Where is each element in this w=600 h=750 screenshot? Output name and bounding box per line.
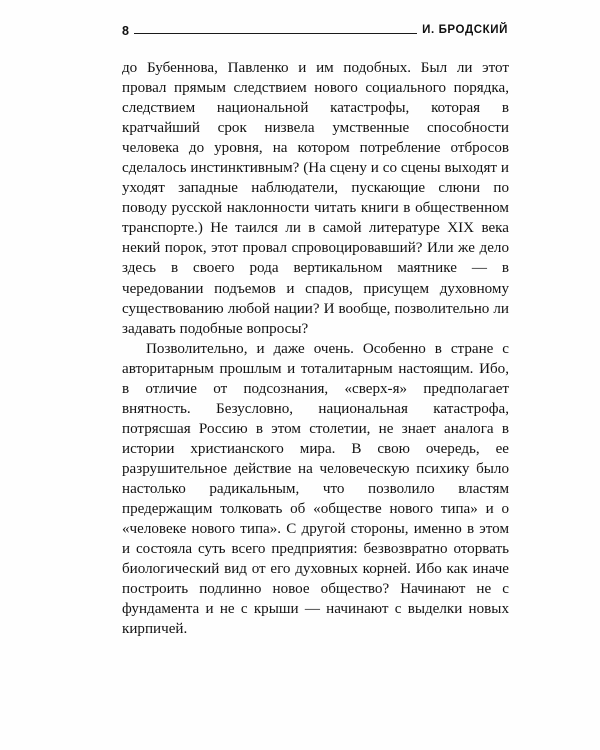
running-title: И. БРОДСКИЙ: [422, 24, 508, 37]
paragraph: Позволительно, и даже очень. Особенно в стране с авторитарным прошлым и тоталитарным настоящим. Ибо, в отличие от подсознания, «сверх-я» предполагает внятность. Безусловно, национальная катастрофа, потрясшая Россию в этом столетии, не знает аналога в истории христианского мира. В свою очередь, ее разрушительное действие на человеческую психику было настолько радикальным, что позволило властям предержащим толковать об «обществе нового типа» и о «человеке нового типа». С другой стороны, именно в этом и состояла суть всего предприятия: безвозвратно оторвать биологический вид от его духовных корней. Ибо как иначе построить подлинно новое общество? Начинают не с фундамента и не с крыши — начинают с выделки новых кирпичей.: [122, 340, 509, 638]
paragraph: до Бубеннова, Павленко и им подобных. Был ли этот провал прямым следствием нового социального порядка, следствием национальной катастрофы, которая в кратчайший срок низвела умственные способности человека до уровня, на котором потребление отбросов сделалось инстинктивным? (На сцену и со сцены выходят и уходят западные наблюдатели, пускающие слюни по поводу русской наклонности читать книги в общественном транспорте.) Не таился ли в самой литературе XIX века некий порок, этот провал спровоцировавший? Или же дело здесь в своего рода вертикальном маятнике — в чередовании подъемов и спадов, присущем духовному существованию любой нации? И вообще, позволительно ли задавать подобные вопросы?: [122, 60, 509, 337]
body-text-block: [122, 58, 509, 639]
running-head: [122, 20, 508, 42]
page-number: 8: [122, 23, 130, 38]
header-rule-divider: [134, 33, 417, 34]
